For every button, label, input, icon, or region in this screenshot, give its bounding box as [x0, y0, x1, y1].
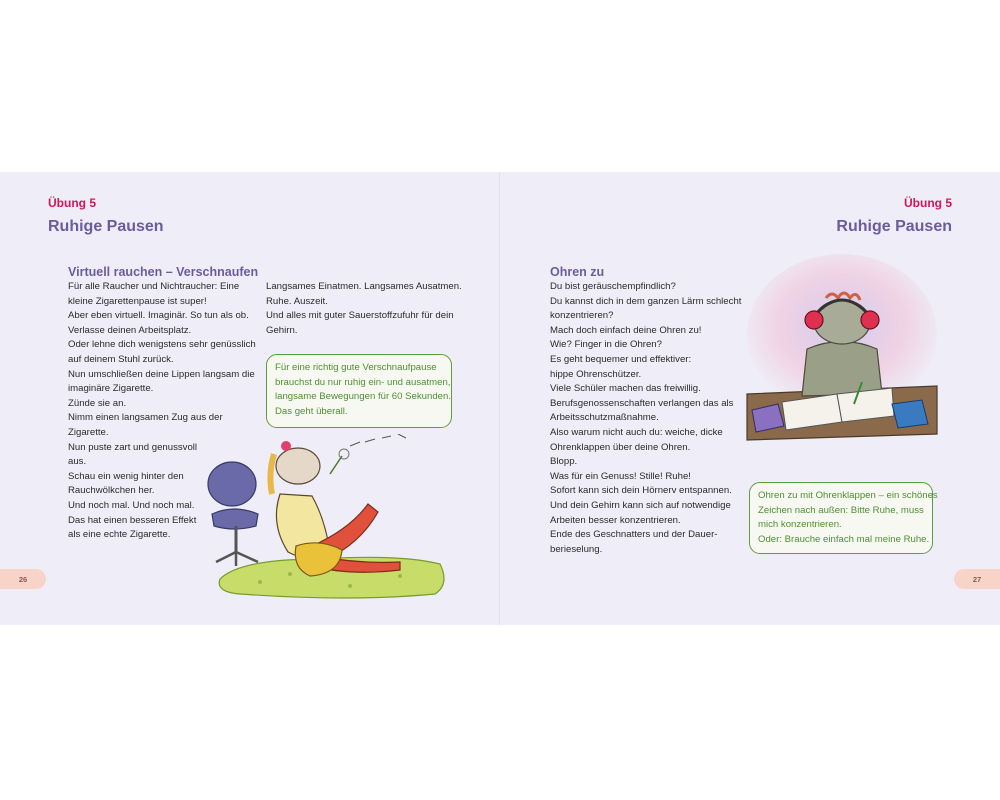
tip-line: mich konzentrieren.	[758, 519, 842, 531]
body-line: Du bist geräuschempfindlich?	[550, 281, 676, 292]
body-line: Und alles mit guter Sauerstoffzufuhr für dein	[266, 310, 454, 322]
body-line: berieselung.	[550, 543, 603, 555]
body-line: Arbeitsschutzmaßnahme.	[550, 412, 659, 424]
body-line: Nun umschließen deine Lippen langsam die	[68, 368, 255, 380]
body-line: Schau ein wenig hinter den	[68, 470, 184, 482]
left-body-column-2	[266, 280, 462, 338]
tip-box-left	[266, 354, 452, 428]
body-line: Was für ein Genuss! Stille! Ruhe!	[550, 470, 691, 482]
body-line: Zigarette.	[68, 426, 109, 438]
body-line: Und noch mal. Und noch mal.	[68, 499, 195, 511]
body-line: Wie? Finger in die Ohren?	[550, 339, 662, 351]
body-line: Nun puste zart und genussvoll	[68, 441, 198, 453]
body-line: Ende des Geschnatters und der Dauer-	[550, 529, 718, 541]
body-line: hippe Ohrenschützer.	[550, 368, 642, 380]
tip-line: langsame Bewegungen für 60 Sekunden.	[275, 391, 452, 403]
body-line: Oder lehne dich wenigstens sehr genüsslich	[68, 339, 256, 351]
smoking-break-illustration	[200, 434, 460, 604]
page-title-left: Ruhige Pausen	[48, 218, 164, 235]
tip-line: Ohren zu mit Ohrenklappen – ein schönes	[758, 490, 938, 501]
body-line: als eine echte Zigarette.	[68, 529, 171, 541]
body-line: Ohrenklappen über deine Ohren.	[550, 441, 691, 453]
page-number-left: 26	[0, 569, 46, 589]
body-line: Mach doch einfach deine Ohren zu!	[550, 324, 702, 336]
body-line: Sofort kann sich dein Hörnerv entspannen.	[550, 485, 732, 497]
body-line: aus.	[68, 456, 87, 468]
tip-line: Zeichen nach außen: Bitte Ruhe, muss	[758, 504, 924, 516]
section-heading-right: Ohren zu	[550, 265, 605, 279]
body-line: auf deinem Stuhl zurück.	[68, 353, 174, 365]
body-line: Also warum nicht auch du: weiche, dicke	[550, 426, 723, 438]
body-line: Für alle Raucher und Nichtraucher: Eine	[68, 281, 240, 292]
tip-line: Das geht überall.	[275, 405, 348, 417]
body-line: Es geht bequemer und effektiver:	[550, 353, 692, 365]
page-number-right: 27	[954, 569, 1000, 589]
page-gutter	[499, 172, 500, 625]
exercise-label-right: Übung 5	[904, 196, 952, 210]
body-line: Rauchwölkchen her.	[68, 485, 155, 497]
body-line: Zünde sie an.	[68, 397, 127, 409]
tip-line: brauchst du nur ruhig ein- und ausatmen,	[275, 376, 451, 388]
earmuffs-study-illustration	[742, 254, 942, 454]
body-line: Nimm einen langsamen Zug aus der	[68, 412, 223, 424]
tip-line: Für eine richtig gute Verschnaufpause	[275, 362, 437, 373]
body-line: Ruhe. Auszeit.	[266, 295, 328, 307]
body-line: imaginäre Zigarette.	[68, 383, 154, 395]
body-line: Verlasse deinen Arbeitsplatz.	[68, 324, 192, 336]
section-heading-left: Virtuell rauchen – Verschnaufen	[68, 265, 259, 279]
tip-box-right	[749, 482, 938, 554]
body-line: Blopp.	[550, 456, 578, 468]
body-line: Das hat einen besseren Effekt	[68, 514, 197, 526]
body-line: kleine Zigarettenpause ist super!	[68, 295, 207, 307]
body-line: Viele Schüler machen das freiwillig.	[550, 383, 701, 395]
body-line: Aber eben virtuell. Imaginär. So tun als ob.	[68, 310, 249, 322]
body-line: konzentrieren?	[550, 310, 614, 322]
tip-line: Oder: Brauche einfach mal meine Ruhe.	[758, 533, 930, 545]
body-line: Arbeiten besser konzentrieren.	[550, 514, 681, 526]
exercise-label-left: Übung 5	[48, 196, 96, 210]
body-line: Berufsgenossenschaften verlangen das als	[550, 397, 734, 409]
body-line: Gehirn.	[266, 324, 298, 336]
body-line: Langsames Einatmen. Langsames Ausatmen.	[266, 281, 462, 292]
right-body-column	[550, 280, 741, 557]
page-title-right: Ruhige Pausen	[836, 218, 952, 235]
body-line: Und dein Gehirn kann sich auf notwendige	[550, 499, 731, 511]
body-line: Du kannst dich in dem ganzen Lärm schlecht	[550, 295, 742, 307]
book-spread	[0, 172, 1000, 625]
